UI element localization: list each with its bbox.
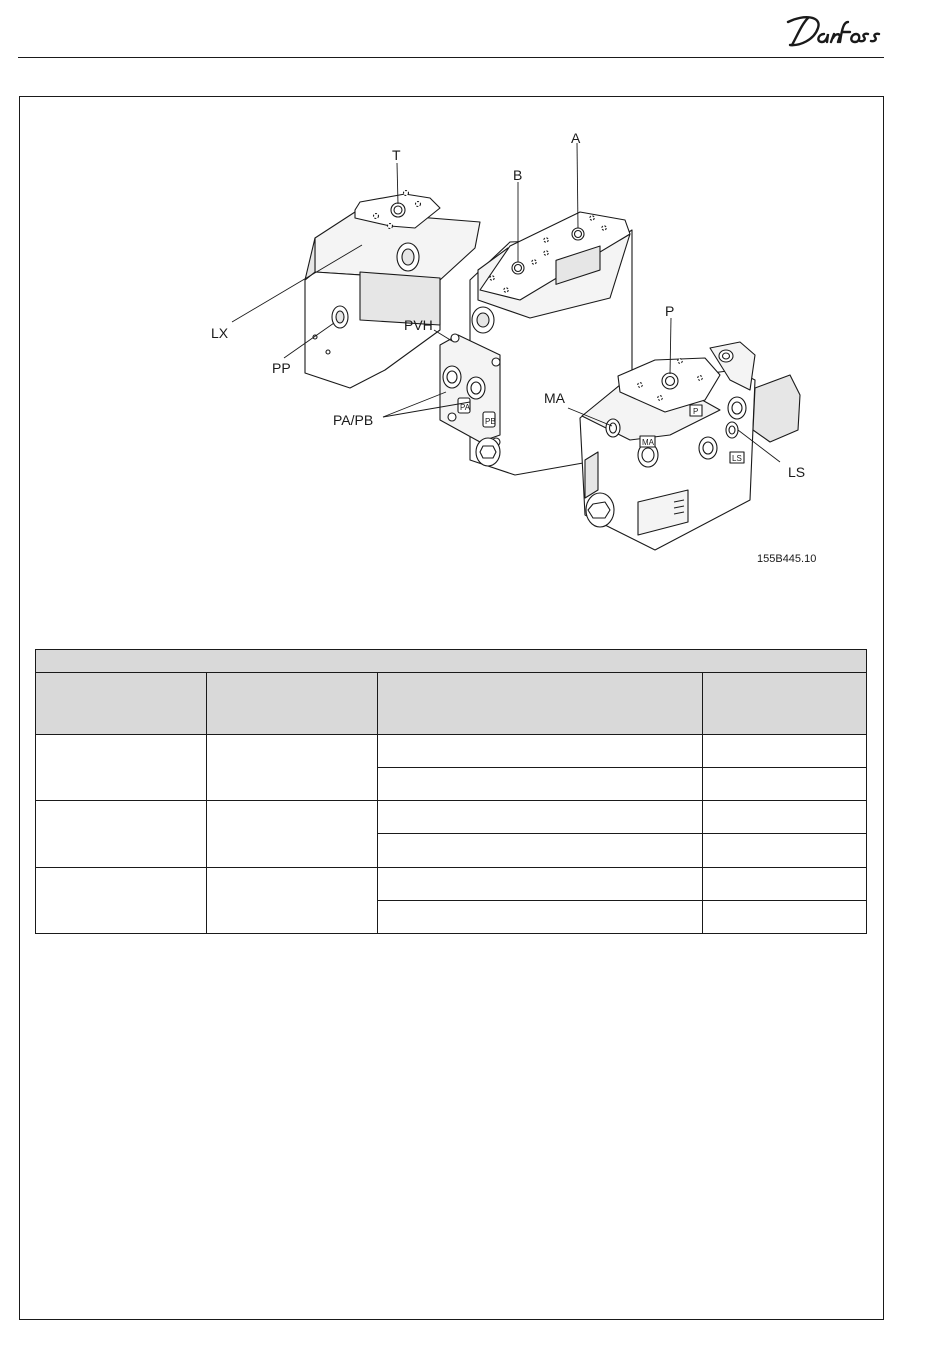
header-rule — [18, 57, 884, 58]
pb-port-mark: PB — [485, 417, 496, 426]
callout-ls: LS — [788, 464, 806, 480]
table-cell — [378, 900, 703, 933]
table-cell — [36, 867, 207, 933]
column-header — [703, 673, 867, 735]
pa-port-mark: PA — [460, 403, 471, 412]
table-cell — [703, 768, 867, 801]
table-row — [36, 867, 867, 900]
table-title — [36, 650, 867, 673]
danfoss-logo — [784, 12, 888, 52]
callout-a: A — [571, 130, 581, 146]
callout-pvh: PVH — [404, 317, 433, 333]
column-header — [378, 673, 703, 735]
callout-t: T — [392, 147, 401, 163]
callout-b: B — [513, 167, 523, 183]
column-header — [36, 673, 207, 735]
table-cell — [36, 801, 207, 867]
callout-lx: LX — [211, 325, 229, 341]
table-cell — [703, 735, 867, 768]
table-row — [36, 801, 867, 834]
table-cell — [207, 867, 378, 933]
ls-port-mark: LS — [732, 454, 742, 463]
ma-port-mark: MA — [642, 438, 654, 447]
callout-pa-pb: PA/PB — [333, 412, 374, 428]
column-header — [207, 673, 378, 735]
table-cell — [378, 834, 703, 867]
table-cell — [378, 801, 703, 834]
table-cell — [207, 801, 378, 867]
table-cell — [378, 867, 703, 900]
table-cell — [703, 801, 867, 834]
callout-ma: MA — [544, 390, 565, 406]
valve-assembly-illustration — [200, 130, 840, 575]
callout-pp: PP — [272, 360, 291, 376]
table-cell — [36, 735, 207, 801]
table-cell — [703, 867, 867, 900]
table-cell — [207, 735, 378, 801]
table-row — [36, 735, 867, 768]
callout-p: P — [665, 303, 675, 319]
specification-table — [35, 649, 867, 934]
p-port-mark: P — [693, 407, 699, 416]
table-cell — [378, 735, 703, 768]
figure-code: 155B445.10 — [757, 553, 817, 565]
table-cell — [703, 900, 867, 933]
table-cell — [378, 768, 703, 801]
table-cell — [703, 834, 867, 867]
